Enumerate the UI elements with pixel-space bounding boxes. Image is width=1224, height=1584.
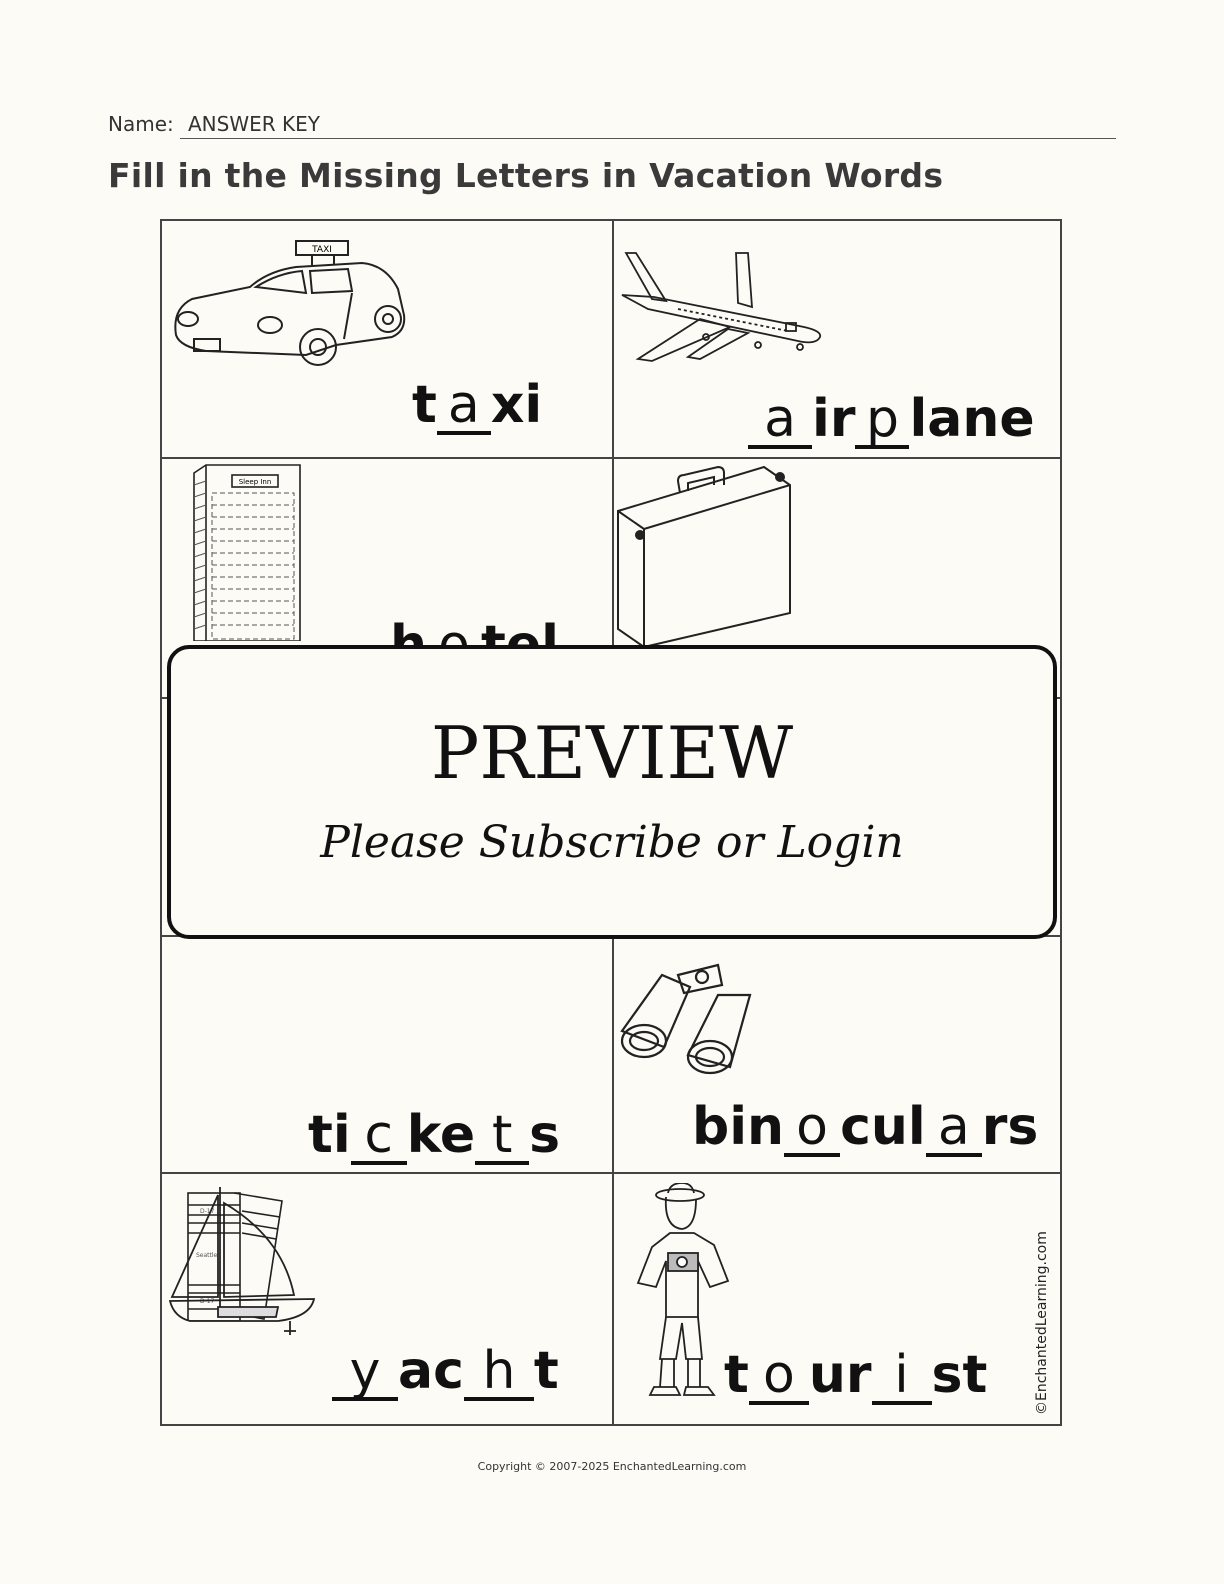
name-row bbox=[108, 110, 1116, 140]
word-yacht bbox=[332, 1341, 559, 1401]
svg-text:Seattle: Seattle bbox=[196, 1252, 218, 1259]
suitcase-icon bbox=[614, 463, 794, 651]
copyright-footer: Copyright © 2007-2025 EnchantedLearning.com bbox=[477, 1460, 747, 1473]
word-part: ti bbox=[308, 1105, 351, 1165]
answer-blank: p bbox=[855, 393, 909, 449]
svg-text:D-17: D-17 bbox=[200, 1298, 215, 1305]
page-title: Fill in the Missing Letters in Vacation Words bbox=[108, 156, 944, 195]
word-part: s bbox=[529, 1105, 561, 1165]
answer-blank: y bbox=[332, 1345, 398, 1401]
word-tickets bbox=[308, 1105, 561, 1165]
taxi-icon bbox=[166, 235, 412, 379]
word-taxi bbox=[412, 375, 543, 435]
binoculars-icon bbox=[618, 955, 758, 1079]
word-part: ac bbox=[398, 1341, 464, 1401]
preview-overlay[interactable] bbox=[167, 645, 1057, 939]
word-part: ir bbox=[812, 389, 856, 449]
sailboat-icon bbox=[166, 1185, 316, 1345]
word-tourist bbox=[724, 1345, 988, 1405]
word-part: cul bbox=[840, 1097, 926, 1157]
answer-blank: o bbox=[749, 1349, 809, 1405]
word-part: t bbox=[533, 1341, 559, 1401]
name-underline bbox=[180, 138, 1116, 139]
word-binoculars bbox=[692, 1097, 1039, 1157]
answer-blank: o bbox=[784, 1101, 840, 1157]
answer-blank: t bbox=[475, 1109, 529, 1165]
answer-blank: a bbox=[748, 393, 812, 449]
word-part: t bbox=[724, 1345, 749, 1405]
answer-blank: i bbox=[872, 1349, 932, 1405]
preview-subtitle: Please Subscribe or Login bbox=[320, 817, 904, 868]
word-part: rs bbox=[981, 1097, 1039, 1157]
airplane-icon bbox=[618, 249, 830, 371]
answer-blank: c bbox=[351, 1109, 407, 1165]
word-part: ur bbox=[808, 1345, 872, 1405]
word-part: lane bbox=[909, 389, 1035, 449]
word-airplane bbox=[748, 389, 1035, 449]
hotel-sign-label: Sleep Inn bbox=[238, 478, 272, 486]
word-part: st bbox=[931, 1345, 988, 1405]
grid-divider bbox=[162, 457, 1060, 459]
word-part: xi bbox=[490, 375, 543, 435]
side-brand-credit: ©EnchantedLearning.com bbox=[1034, 1231, 1050, 1415]
answer-blank: a bbox=[437, 379, 491, 435]
name-label: Name: bbox=[108, 112, 174, 136]
svg-text:D-17: D-17 bbox=[200, 1208, 215, 1215]
grid-divider bbox=[162, 1172, 1060, 1174]
name-value: ANSWER KEY bbox=[188, 112, 320, 136]
answer-blank: h bbox=[464, 1345, 534, 1401]
word-part: bin bbox=[692, 1097, 785, 1157]
hotel-icon bbox=[192, 463, 302, 645]
taxi-sign-label: TAXI bbox=[312, 245, 332, 255]
word-part: t bbox=[412, 375, 437, 435]
preview-title: PREVIEW bbox=[430, 711, 794, 795]
answer-blank: a bbox=[926, 1101, 982, 1157]
word-part: ke bbox=[406, 1105, 476, 1165]
